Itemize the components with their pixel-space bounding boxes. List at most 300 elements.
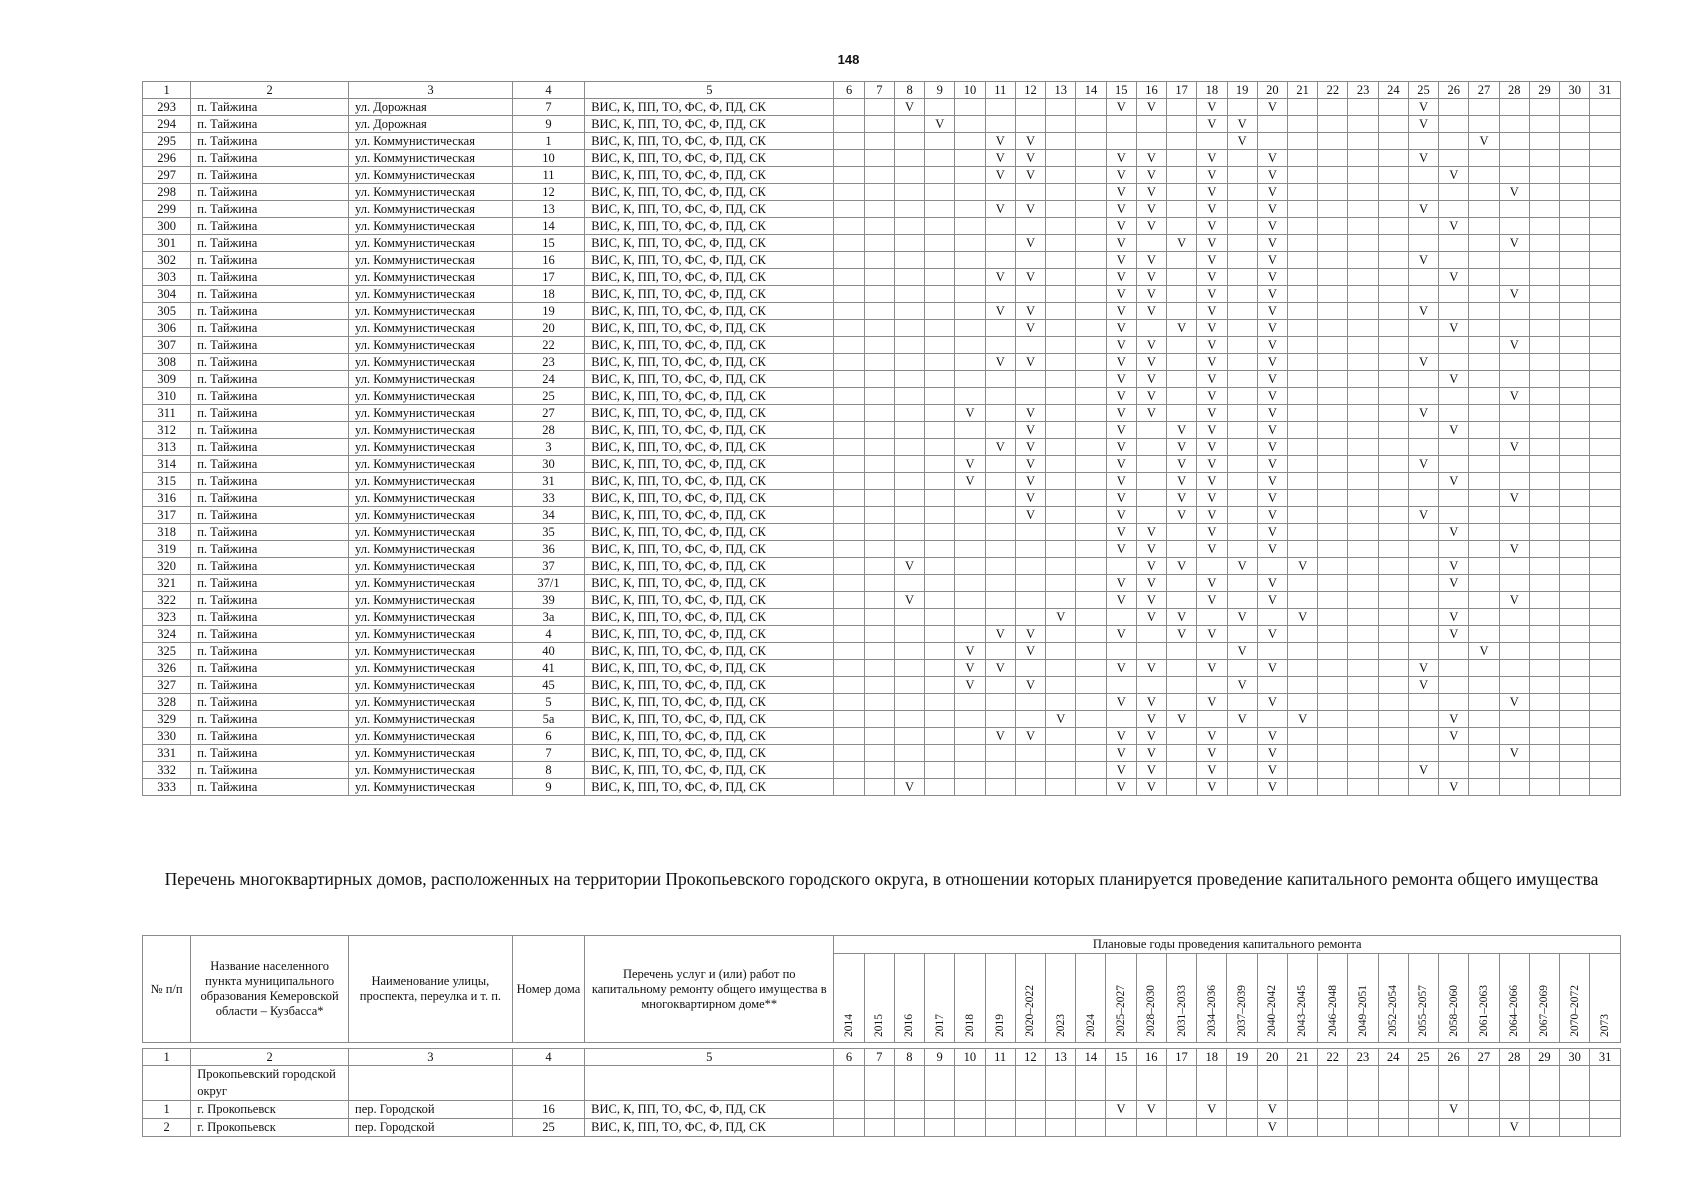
mark-cell: V	[1106, 779, 1136, 796]
empty-cell	[1318, 1066, 1348, 1101]
empty-cell	[1348, 1066, 1378, 1101]
empty-cell	[894, 490, 924, 507]
mark-cell: V	[1136, 286, 1166, 303]
empty-cell	[1046, 133, 1076, 150]
column-number: 8	[894, 1049, 924, 1066]
empty-cell	[1046, 150, 1076, 167]
empty-cell	[1499, 167, 1529, 184]
empty-cell	[1348, 116, 1378, 133]
empty-cell	[894, 507, 924, 524]
mark-cell: V	[1257, 150, 1287, 167]
mark-cell: V	[1167, 320, 1197, 337]
empty-cell	[1469, 303, 1499, 320]
empty-cell	[1348, 167, 1378, 184]
empty-cell	[1378, 541, 1408, 558]
empty-cell	[1560, 507, 1590, 524]
mark-cell: V	[1408, 762, 1438, 779]
empty-cell	[1227, 371, 1257, 388]
mark-cell: V	[1499, 439, 1529, 456]
mark-cell: V	[1136, 99, 1166, 116]
empty-cell	[1318, 456, 1348, 473]
mark-cell: V	[1015, 626, 1045, 643]
empty-cell	[1288, 507, 1318, 524]
empty-cell	[1167, 762, 1197, 779]
street-name: ул. Коммунистическая	[349, 184, 513, 201]
empty-cell	[1318, 286, 1348, 303]
empty-cell	[1499, 354, 1529, 371]
mark-cell: V	[1257, 524, 1287, 541]
empty-cell	[1167, 184, 1197, 201]
empty-cell	[1439, 405, 1469, 422]
empty-cell	[1590, 575, 1621, 592]
column-number: 9	[925, 1049, 955, 1066]
empty-cell	[1318, 150, 1348, 167]
empty-cell	[864, 541, 894, 558]
empty-cell	[1529, 150, 1559, 167]
empty-cell	[955, 711, 985, 728]
empty-cell	[894, 677, 924, 694]
year-label: 2049–2051	[1356, 985, 1369, 1037]
mark-cell: V	[1136, 728, 1166, 745]
mark-cell: V	[955, 643, 985, 660]
mark-cell: V	[1257, 218, 1287, 235]
empty-cell	[1227, 1066, 1257, 1101]
empty-cell	[894, 762, 924, 779]
table-row	[143, 575, 1621, 592]
mark-cell: V	[1106, 371, 1136, 388]
column-number: 21	[1287, 1049, 1317, 1066]
empty-cell	[1046, 405, 1076, 422]
empty-cell	[1136, 235, 1166, 252]
empty-cell	[985, 490, 1015, 507]
empty-cell	[1408, 337, 1438, 354]
works-list: ВИС, К, ПП, ТО, ФС, Ф, ПД, СК	[585, 269, 834, 286]
empty-cell	[1076, 303, 1106, 320]
empty-cell	[955, 762, 985, 779]
mark-cell: V	[1257, 1119, 1287, 1137]
empty-cell	[1167, 150, 1197, 167]
empty-cell	[1378, 745, 1408, 762]
empty-cell	[1318, 473, 1348, 490]
street-name: ул. Коммунистическая	[349, 354, 513, 371]
mark-cell: V	[1499, 235, 1529, 252]
mark-cell: V	[1136, 1101, 1166, 1119]
empty-cell	[1378, 592, 1408, 609]
empty-cell	[1046, 422, 1076, 439]
mark-cell: V	[1136, 524, 1166, 541]
empty-cell	[1529, 218, 1559, 235]
table-row	[143, 524, 1621, 541]
empty-cell	[834, 592, 864, 609]
empty-cell	[1469, 99, 1499, 116]
mark-cell: V	[1408, 405, 1438, 422]
empty-cell	[1348, 592, 1378, 609]
year-label: 2061–2063	[1477, 985, 1490, 1037]
empty-cell	[1348, 524, 1378, 541]
empty-cell	[1076, 456, 1106, 473]
empty-cell	[1076, 473, 1106, 490]
column-number: 22	[1318, 1049, 1348, 1066]
column-number: 28	[1499, 82, 1529, 99]
empty-cell	[1348, 337, 1378, 354]
empty-cell	[894, 456, 924, 473]
row-number: 2	[143, 1119, 191, 1137]
empty-cell	[864, 99, 894, 116]
empty-cell	[1348, 235, 1378, 252]
mark-cell: V	[1136, 779, 1166, 796]
empty-cell	[1469, 439, 1499, 456]
empty-cell	[1076, 201, 1106, 218]
empty-cell	[1408, 779, 1438, 796]
empty-cell	[925, 235, 955, 252]
empty-cell	[1288, 524, 1318, 541]
year-label: 2015	[873, 1014, 886, 1037]
mark-cell: V	[1167, 507, 1197, 524]
empty-cell	[955, 575, 985, 592]
empty-cell	[1167, 541, 1197, 558]
empty-cell	[1348, 677, 1378, 694]
empty-cell	[1046, 507, 1076, 524]
empty-cell	[1560, 337, 1590, 354]
year-header	[1197, 954, 1227, 1043]
mark-cell: V	[1197, 541, 1227, 558]
empty-cell	[1590, 711, 1621, 728]
mark-cell: V	[1167, 626, 1197, 643]
empty-cell	[1288, 592, 1318, 609]
empty-cell	[1046, 541, 1076, 558]
mark-cell: V	[1106, 150, 1136, 167]
empty-cell	[894, 524, 924, 541]
empty-cell	[1408, 728, 1438, 745]
house-number: 22	[512, 337, 584, 354]
empty-cell	[1348, 490, 1378, 507]
mark-cell: V	[1257, 575, 1287, 592]
empty-cell	[1076, 677, 1106, 694]
mark-cell: V	[1197, 116, 1227, 133]
empty-cell	[1378, 728, 1408, 745]
empty-cell	[1439, 235, 1469, 252]
house-number: 35	[512, 524, 584, 541]
house-number: 15	[512, 235, 584, 252]
empty-cell	[894, 660, 924, 677]
empty-cell	[1318, 303, 1348, 320]
empty-cell	[1046, 320, 1076, 337]
empty-cell	[955, 184, 985, 201]
mark-cell: V	[1439, 320, 1469, 337]
empty-cell	[1378, 184, 1408, 201]
column-number: 27	[1469, 1049, 1499, 1066]
empty-cell	[1439, 354, 1469, 371]
house-number: 27	[512, 405, 584, 422]
mark-cell: V	[1288, 558, 1318, 575]
empty-cell	[1469, 575, 1499, 592]
empty-cell	[1499, 524, 1529, 541]
mark-cell: V	[1408, 303, 1438, 320]
empty-cell	[1499, 1101, 1529, 1119]
empty-cell	[1136, 422, 1166, 439]
empty-cell	[1590, 150, 1621, 167]
empty-cell	[985, 99, 1015, 116]
empty-cell	[894, 439, 924, 456]
empty-cell	[834, 473, 864, 490]
table-row	[143, 558, 1621, 575]
empty-cell	[1227, 184, 1257, 201]
empty-cell	[834, 609, 864, 626]
empty-cell	[894, 609, 924, 626]
empty-cell	[1015, 388, 1045, 405]
mark-cell: V	[1197, 167, 1227, 184]
mark-cell: V	[1106, 660, 1136, 677]
empty-cell	[1106, 609, 1136, 626]
empty-cell	[1227, 405, 1257, 422]
settlement-name: п. Тайжина	[191, 388, 349, 405]
year-header	[1318, 954, 1348, 1043]
empty-cell	[1257, 1066, 1287, 1101]
empty-cell	[1227, 337, 1257, 354]
empty-cell	[864, 711, 894, 728]
empty-cell	[864, 728, 894, 745]
empty-cell	[834, 575, 864, 592]
row-number: 322	[143, 592, 191, 609]
settlement-name: п. Тайжина	[191, 762, 349, 779]
mark-cell: V	[1408, 116, 1438, 133]
mark-cell: V	[1106, 541, 1136, 558]
header-row	[143, 936, 1621, 954]
mark-cell: V	[1106, 575, 1136, 592]
empty-cell	[1439, 303, 1469, 320]
empty-cell	[1469, 150, 1499, 167]
empty-cell	[925, 286, 955, 303]
empty-cell	[1106, 711, 1136, 728]
mark-cell: V	[1197, 524, 1227, 541]
empty-cell	[1590, 762, 1621, 779]
row-number: 295	[143, 133, 191, 150]
empty-cell	[1136, 439, 1166, 456]
empty-cell	[955, 286, 985, 303]
empty-cell	[985, 184, 1015, 201]
empty-cell	[955, 133, 985, 150]
empty-cell	[1288, 575, 1318, 592]
row-number: 333	[143, 779, 191, 796]
empty-cell	[585, 1066, 834, 1101]
works-list: ВИС, К, ПП, ТО, ФС, Ф, ПД, СК	[585, 592, 834, 609]
empty-cell	[834, 303, 864, 320]
empty-cell	[1318, 320, 1348, 337]
year-label: 2070–2072	[1568, 985, 1581, 1037]
mark-cell: V	[1106, 354, 1136, 371]
empty-cell	[894, 116, 924, 133]
table-row	[143, 643, 1621, 660]
empty-cell	[834, 626, 864, 643]
empty-cell	[1227, 762, 1257, 779]
empty-cell	[1560, 456, 1590, 473]
empty-cell	[1227, 745, 1257, 762]
empty-cell	[1499, 252, 1529, 269]
row-number: 304	[143, 286, 191, 303]
empty-cell	[1318, 167, 1348, 184]
mark-cell: V	[1439, 473, 1469, 490]
mark-cell: V	[1499, 745, 1529, 762]
mark-cell: V	[1106, 184, 1136, 201]
empty-cell	[1529, 711, 1559, 728]
empty-cell	[834, 286, 864, 303]
empty-cell	[1378, 711, 1408, 728]
street-name: ул. Коммунистическая	[349, 728, 513, 745]
works-list: ВИС, К, ПП, ТО, ФС, Ф, ПД, СК	[585, 779, 834, 796]
empty-cell	[1469, 626, 1499, 643]
mark-cell: V	[1197, 575, 1227, 592]
empty-cell	[1499, 201, 1529, 218]
column-number: 17	[1166, 1049, 1196, 1066]
empty-cell	[1136, 133, 1166, 150]
street-name: ул. Коммунистическая	[349, 303, 513, 320]
settlement-name: п. Тайжина	[191, 524, 349, 541]
empty-cell	[894, 575, 924, 592]
table-row	[143, 99, 1621, 116]
empty-cell	[1560, 405, 1590, 422]
column-number: 4	[512, 82, 584, 99]
table-row	[143, 116, 1621, 133]
mark-cell: V	[1106, 592, 1136, 609]
empty-cell	[925, 167, 955, 184]
empty-cell	[1499, 660, 1529, 677]
empty-cell	[1408, 184, 1438, 201]
empty-cell	[1015, 711, 1045, 728]
house-number: 25	[512, 1119, 584, 1137]
empty-cell	[955, 167, 985, 184]
settlement-name: п. Тайжина	[191, 320, 349, 337]
empty-cell	[1227, 592, 1257, 609]
house-number: 31	[512, 473, 584, 490]
empty-cell	[1046, 694, 1076, 711]
table-row	[143, 184, 1621, 201]
empty-cell	[1499, 371, 1529, 388]
mark-cell: V	[1106, 422, 1136, 439]
column-number: 7	[864, 82, 894, 99]
column-number: 23	[1348, 82, 1378, 99]
mark-cell: V	[1257, 167, 1287, 184]
empty-cell	[834, 320, 864, 337]
mark-cell: V	[1257, 694, 1287, 711]
settlement-name: п. Тайжина	[191, 99, 349, 116]
empty-cell	[1046, 218, 1076, 235]
empty-cell	[1257, 133, 1287, 150]
mark-cell: V	[1106, 99, 1136, 116]
empty-cell	[1378, 762, 1408, 779]
empty-cell	[1560, 150, 1590, 167]
mark-cell: V	[1197, 1101, 1227, 1119]
empty-cell	[1348, 371, 1378, 388]
table-row	[143, 626, 1621, 643]
empty-cell	[1076, 609, 1106, 626]
empty-cell	[1318, 507, 1348, 524]
empty-cell	[834, 99, 864, 116]
empty-cell	[1046, 643, 1076, 660]
empty-cell	[1439, 745, 1469, 762]
empty-cell	[1560, 320, 1590, 337]
empty-cell	[1408, 371, 1438, 388]
mark-cell: V	[1197, 286, 1227, 303]
empty-cell	[1560, 371, 1590, 388]
empty-cell	[1076, 184, 1106, 201]
empty-cell	[1348, 320, 1378, 337]
street-name: ул. Коммунистическая	[349, 507, 513, 524]
empty-cell	[1076, 439, 1106, 456]
settlement-name: п. Тайжина	[191, 643, 349, 660]
empty-cell	[1529, 184, 1559, 201]
empty-cell	[1560, 660, 1590, 677]
empty-cell	[1167, 133, 1197, 150]
house-number: 28	[512, 422, 584, 439]
empty-cell	[894, 694, 924, 711]
empty-cell	[1015, 218, 1045, 235]
empty-cell	[955, 524, 985, 541]
empty-cell	[864, 643, 894, 660]
empty-cell	[1348, 354, 1378, 371]
empty-cell	[1046, 235, 1076, 252]
street-name: ул. Коммунистическая	[349, 388, 513, 405]
house-number: 24	[512, 371, 584, 388]
empty-cell	[1469, 337, 1499, 354]
column-number: 29	[1529, 82, 1559, 99]
mark-cell: V	[1106, 626, 1136, 643]
empty-cell	[1499, 405, 1529, 422]
empty-cell	[1560, 303, 1590, 320]
empty-cell	[1288, 337, 1318, 354]
empty-cell	[1197, 643, 1227, 660]
empty-cell	[1469, 235, 1499, 252]
mark-cell: V	[1106, 218, 1136, 235]
empty-cell	[1046, 201, 1076, 218]
empty-cell	[1469, 1119, 1499, 1137]
works-list: ВИС, К, ПП, ТО, ФС, Ф, ПД, СК	[585, 507, 834, 524]
mark-cell: V	[1015, 235, 1045, 252]
table-row	[143, 337, 1621, 354]
empty-cell	[955, 558, 985, 575]
works-list: ВИС, К, ПП, ТО, ФС, Ф, ПД, СК	[585, 235, 834, 252]
page-number: 148	[837, 52, 860, 67]
empty-cell	[1167, 354, 1197, 371]
empty-cell	[1590, 337, 1621, 354]
mark-cell: V	[955, 677, 985, 694]
empty-cell	[925, 252, 955, 269]
house-number: 5	[512, 694, 584, 711]
row-number: 309	[143, 371, 191, 388]
row-number: 301	[143, 235, 191, 252]
empty-cell	[1499, 575, 1529, 592]
mark-cell: V	[1439, 626, 1469, 643]
column-number: 26	[1439, 82, 1469, 99]
works-list: ВИС, К, ПП, ТО, ФС, Ф, ПД, СК	[585, 558, 834, 575]
empty-cell	[834, 711, 864, 728]
mark-cell: V	[1499, 592, 1529, 609]
mark-cell: V	[1015, 320, 1045, 337]
house-number: 17	[512, 269, 584, 286]
works-list: ВИС, К, ПП, ТО, ФС, Ф, ПД, СК	[585, 541, 834, 558]
row-number: 325	[143, 643, 191, 660]
empty-cell	[834, 235, 864, 252]
empty-cell	[864, 558, 894, 575]
house-number: 30	[512, 456, 584, 473]
empty-cell	[925, 728, 955, 745]
empty-cell	[985, 677, 1015, 694]
empty-cell	[1560, 490, 1590, 507]
mark-cell: V	[1257, 626, 1287, 643]
empty-cell	[1499, 558, 1529, 575]
year-label: 2067–2069	[1538, 985, 1551, 1037]
empty-cell	[985, 762, 1015, 779]
header-street: Наименование улицы, проспекта, переулка и т. п.	[349, 936, 513, 1043]
